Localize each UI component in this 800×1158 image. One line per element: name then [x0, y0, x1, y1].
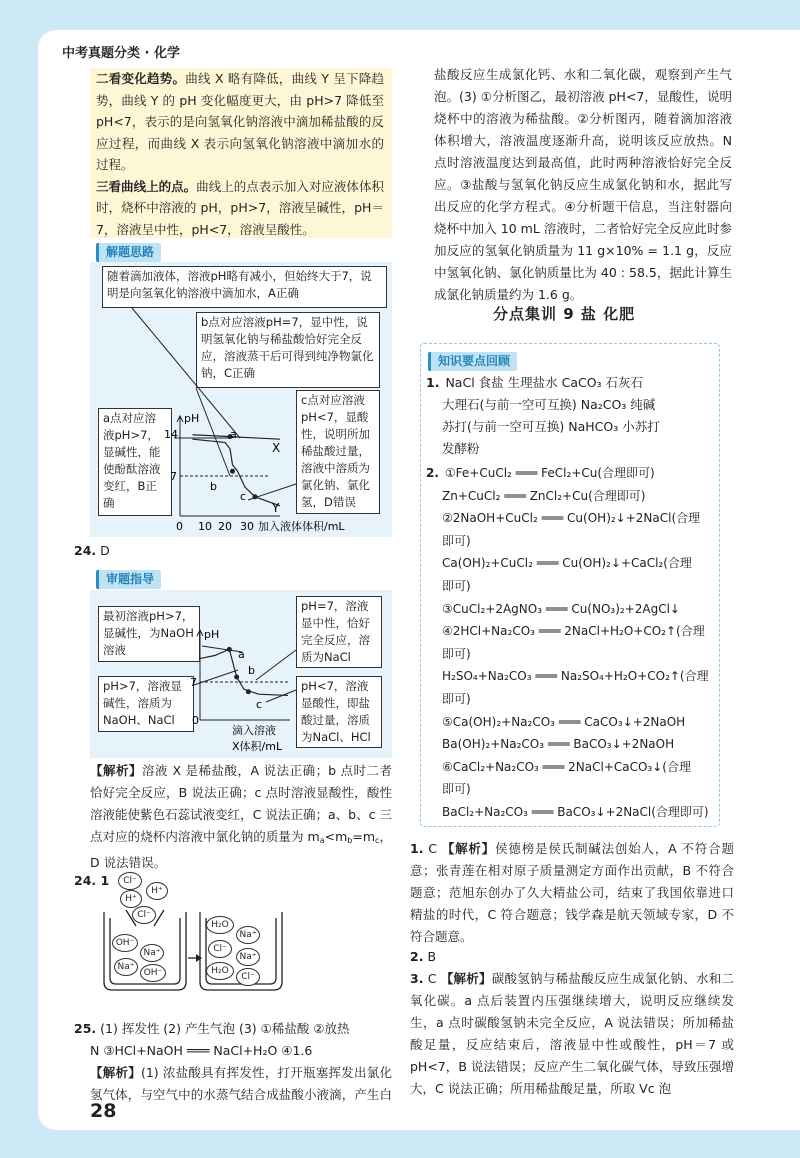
fig1-box-b: b点对应溶液pH=7，显中性，说明氢氧化钠与稀盐酸恰好完全反应，溶液蒸干后可得到纯净物氯化钠，C正确 [196, 312, 380, 388]
kr2-line-12: Ba(OH)₂+Na₂CO₃ ═══ BaCO₃↓+2NaOH [442, 737, 675, 752]
a3-label: 【解析】 [440, 971, 492, 986]
fig2-point-b [234, 675, 239, 680]
kr2-line-6: ③CuCl₂+2AgNO₃ ═══ Cu(NO₃)₂+2AgCl↓ [442, 601, 680, 616]
fig2-xlabel-2: X体积/mL [232, 740, 283, 753]
fig1-label-Y: Y [272, 501, 280, 515]
ion-cl-1: Cl⁻ [118, 872, 142, 890]
kr2-line-2: ②2NaOH+CuCl₂ ═══ Cu(OH)₂↓+2NaCl(合理 [442, 511, 701, 526]
kr1-line-3: 发酵粉 [442, 441, 480, 456]
kr2-line-11: ⑤Ca(OH)₂+Na₂CO₃ ═══ CaCO₃↓+2NaOH [442, 714, 686, 729]
fig2-leader-b [256, 650, 296, 680]
fig1-ytick-7: 7 [170, 470, 177, 483]
fig2-leader-bl [194, 670, 238, 685]
a2-value: B [427, 949, 437, 964]
a1-text: 侯德榜是侯氏制碱法创始人，A 不符合题意；张青莲在相对原子质量测定方面作出贡献，B 不符合题意；范旭东创办了久大精盐公司，结束了我国依靠进口精盐的时代，C 符合题意；钱学森是航天领域专家，D 不符合题意。 [410, 841, 734, 944]
kr-item-2 [426, 462, 718, 824]
page-number: 28 [90, 1100, 117, 1122]
kr2-num: 2. [426, 466, 439, 480]
fig1-box-a: a点对应溶液pH>7，显碱性，能使酚酞溶液变红，B正确 [98, 408, 172, 516]
fig2-label-a: a [238, 648, 245, 661]
q24-answer [74, 540, 110, 562]
fig2-origin: 0 [192, 714, 199, 727]
a3-number: 3. [410, 971, 424, 986]
q24-number: 24. [74, 543, 97, 558]
answer-1 [410, 838, 734, 948]
fig1-ylabel: pH [184, 412, 200, 425]
tag-solution-idea [96, 241, 161, 262]
a1-label: 【解析】 [441, 841, 496, 856]
kr1-line-1: 大理石(与前一空可互换) Na₂CO₃ 纯碱 [442, 397, 656, 412]
fig1-label-a: a [230, 428, 237, 441]
kr2-line-8: 即可) [442, 646, 471, 661]
tag-label: 解题思路 [96, 243, 161, 262]
kr2-line-10: 即可) [442, 691, 471, 706]
kr-tag-label: 知识要点回顾 [428, 352, 517, 371]
fig1-point-c [253, 494, 258, 499]
q24-value: D [100, 543, 110, 558]
kr2-line-13: ⑥CaCl₂+Na₂CO₃ ═══ 2NaCl+CaCO₃↓(合理 [442, 759, 691, 774]
fig2-box-tl: 最初溶液pH>7，显碱性，为NaOH溶液 [98, 606, 200, 662]
fig1-box-top: 随着滴加液体，溶液pH略有减小，但始终大于7，说明是向氢氧化钠溶液中滴加水，A正确 [102, 266, 387, 308]
fig2-point-a [227, 647, 232, 652]
figure-1-chart [90, 262, 392, 537]
analysis-text-2: 曲线上的点表示加入对应液体体积时，烧杯中溶液的 pH，pH>7，溶液呈碱性，pH＝7，溶液呈中性，pH<7，溶液呈酸性。 [96, 178, 384, 237]
q24-analysis-label: 【解析】 [90, 763, 143, 778]
q24-analysis: 【解析】溶液 X 是稀盐酸，A 说法正确；b 点时二者恰好完全反应，B 说法正确；c 点时溶液显酸性，酸性溶液能使紫色石蕊试液变红，C 说法正确；a、b、c 三点对应的烧杯内溶液中氯化钠的质量为 $m_a<m_b=m_c$，D 说法错误。 [90, 763, 392, 870]
ion-cl-2: Cl⁻ [132, 906, 156, 924]
fig1-label-b: b [210, 480, 217, 493]
kr1-num: 1. [426, 375, 440, 390]
analysis-para-2 [90, 176, 392, 241]
fig1-label-X: X [272, 441, 281, 455]
fig1-xtick-30: 30 [240, 520, 254, 533]
kr2-line-3: 即可) [442, 533, 471, 548]
ion-na-3: Na⁺ [236, 926, 260, 944]
fig2-ylabel: pH [204, 628, 220, 641]
ion-na-1: Na⁺ [140, 944, 164, 962]
fig1-curve-Y [193, 439, 281, 506]
page-header: 中考真题分类 · 化学 [62, 46, 180, 61]
q25-line-2: N ③HCl+NaOH ═══ NaCl+H₂O ④1.6 [90, 1043, 313, 1058]
ion-h-2: H⁺ [120, 890, 142, 908]
q25-line-1: (1) 挥发性 (2) 产生气泡 (3) ①稀盐酸 ②放热 [100, 1021, 350, 1036]
analysis-label-1: 二看变化趋势。 [96, 71, 186, 86]
kr2-line-15: BaCl₂+Na₂CO₃ ═══ BaCO₃↓+2NaCl(合理即可) [442, 804, 709, 819]
q24-1-number: 24. 1 [74, 873, 110, 888]
kr2-line-9: H₂SO₄+Na₂CO₃ ═══ Na₂SO₄+H₂O+CO₂↑(合理 [442, 669, 709, 684]
section-title: 分点集训 9 盐 化肥 [493, 305, 636, 323]
analysis-text-1: 曲线 X 略有降低，曲线 Y 呈下降趋势，曲线 Y 的 pH 变化幅度更大，由 pH>7 降低至pH<7，表示的是向氢氧化钠溶液中滴加稀盐酸的反应过程，而曲线 X 表示向氢氧化钠溶液中滴加水的过程。 [96, 71, 384, 172]
a1-value: C [428, 841, 437, 856]
q25-analysis-label: 【解析】 [90, 1065, 141, 1080]
kr2-line-5: 即可) [442, 578, 471, 593]
fig1-xtick-20: 20 [218, 520, 232, 533]
kr-item-1 [426, 372, 718, 460]
fig1-xtick-0: 0 [176, 520, 183, 533]
ion-h2o-1: H₂O [206, 916, 234, 934]
kr2-line-14: 即可) [442, 782, 471, 797]
q25-number: 25. [74, 1021, 97, 1036]
analysis-para-1 [90, 68, 392, 176]
ion-oh-2: OH⁻ [140, 964, 166, 982]
fig1-leader-b [196, 388, 230, 476]
fig2-box-br: pH<7，溶液显酸性，即盐酸过量，溶质为NaCl、HCl [296, 676, 382, 748]
a3-value: C [427, 971, 437, 986]
q24-analysis-end: ，D 说法错误。 [90, 829, 392, 870]
a1-number: 1. [410, 841, 424, 856]
fig2-label-c: c [256, 698, 263, 711]
q25-analysis [90, 1062, 392, 1106]
q25-analysis-text: (1) 浓盐酸具有挥发性，打开瓶塞挥发出氯化氢气体，与空气中的水蒸气结合成盐酸小液滴，产生白 [90, 1065, 392, 1102]
ion-cl-4: Cl⁻ [236, 968, 260, 986]
kr1-line-2: 苏打(与前一空可互换) NaHCO₃ 小苏打 [442, 419, 660, 434]
answer-2 [410, 946, 436, 968]
answer-3 [410, 968, 734, 1100]
fig2-leader-a [202, 646, 242, 652]
fig2-leader-c [266, 690, 296, 702]
q25-analysis-cont: 盐酸反应生成氯化钙、水和二氧化碳，观察到产生气泡。(3) ①分析图乙，最初溶液 pH<7，显酸性，说明烧杯中的溶液为稀盐酸。②分析图丙，随着滴加溶液体积增大，溶液温度逐渐升高，说明该反应放热。N 点时溶液温度达到最高值，此时两种溶液恰好完全反应。③盐酸与氢氧化钠反应生成氯化钠和水，据此写出反应的化学方程式。④分析题干信息，当注射器向烧杯中加入 10 mL 溶液时，二者恰好完全反应此时参加反应的氢氧化钠质量为 11 g×10% = 1.1 g，反应中氢氧化钠、氯化钠质量比为 40 : 58.5，据此计算生成氯化钠质量约为 1.6 g。 [434, 67, 732, 302]
fig2-ytick-7: 7 [190, 676, 197, 689]
fig1-ytick-14: 14 [164, 428, 178, 441]
fig1-point-b [230, 469, 235, 474]
arrow-icon [196, 954, 202, 962]
tag-label-2: 审题指导 [96, 570, 161, 589]
q24-analysis-text: 溶液 X 是稀盐酸，A 说法正确；b 点时二者恰好完全反应，B 说法正确；c 点时溶液显酸性，酸性溶液能使紫色石蕊试液变红，C 说法正确；a、b、c 三点对应的烧杯内溶液中氯化钠的质量为 m [90, 763, 392, 844]
ion-na-4: Na⁺ [236, 948, 260, 966]
figure-2-chart [90, 590, 392, 758]
tag-review-guide [96, 568, 161, 589]
ion-oh-1: OH⁻ [112, 934, 138, 952]
ion-h-1: H⁺ [146, 882, 168, 900]
fig2-xlabel-1: 滴入溶液 [232, 724, 276, 737]
a3-text: 碳酸氢钠与稀盐酸反应生成氯化钠、水和二氧化碳。a 点后装置内压强继续增大，说明反应继续发生，a 点时碳酸氢钠未完全反应，A 说法错误；所加稀盐酸足量，反应结束后，溶液显中性或酸性，pH＝7 或 pH<7，B 说法错误；反应产生二氧化碳气体，导致压强增大，C 说法正确；所用稀盐酸足量，所取 Vc 泡 [410, 971, 734, 1096]
q25-answer [74, 1018, 394, 1062]
fig1-box-c: c点对应溶液pH<7，显酸性，说明所加稀盐酸过量，溶液中溶质为氯化钠、氯化氢，D错误 [296, 390, 380, 514]
fig1-label-c: c [240, 490, 247, 503]
a2-number: 2. [410, 949, 424, 964]
ion-cl-3: Cl⁻ [208, 940, 232, 958]
fig1-xtick-10: 10 [198, 520, 212, 533]
kr2-line-4: Ca(OH)₂+CuCl₂ ═══ Cu(OH)₂↓+CaCl₂(合理 [442, 556, 692, 571]
ion-na-2: Na⁺ [114, 958, 138, 976]
fig2-point-c [246, 689, 251, 694]
analysis-label-2: 三看曲线上的点。 [96, 178, 197, 194]
knowledge-review-tag [428, 350, 517, 371]
fig2-box-tr: pH=7，溶液显中性，恰好完全反应，溶质为NaCl [296, 596, 382, 668]
kr2-line-0: ①Fe+CuCl₂ ═══ FeCl₂+Cu(合理即可) [444, 466, 655, 480]
fig1-xlabel: 加入液体体积/mL [258, 520, 345, 533]
analysis-box [90, 68, 392, 238]
kr1-line-0: NaCl 食盐 生理盐水 CaCO₃ 石灰石 [445, 375, 644, 390]
fig2-label-b: b [248, 664, 255, 677]
fig2-box-bl: pH>7，溶液显碱性，溶质为NaOH、NaCl [98, 676, 194, 732]
kr2-line-1: Zn+CuCl₂ ═══ ZnCl₂+Cu(合理即可) [442, 488, 646, 503]
kr2-line-7: ④2HCl+Na₂CO₃ ═══ 2NaCl+H₂O+CO₂↑(合理 [442, 624, 705, 639]
ion-h2o-2: H₂O [206, 962, 234, 980]
